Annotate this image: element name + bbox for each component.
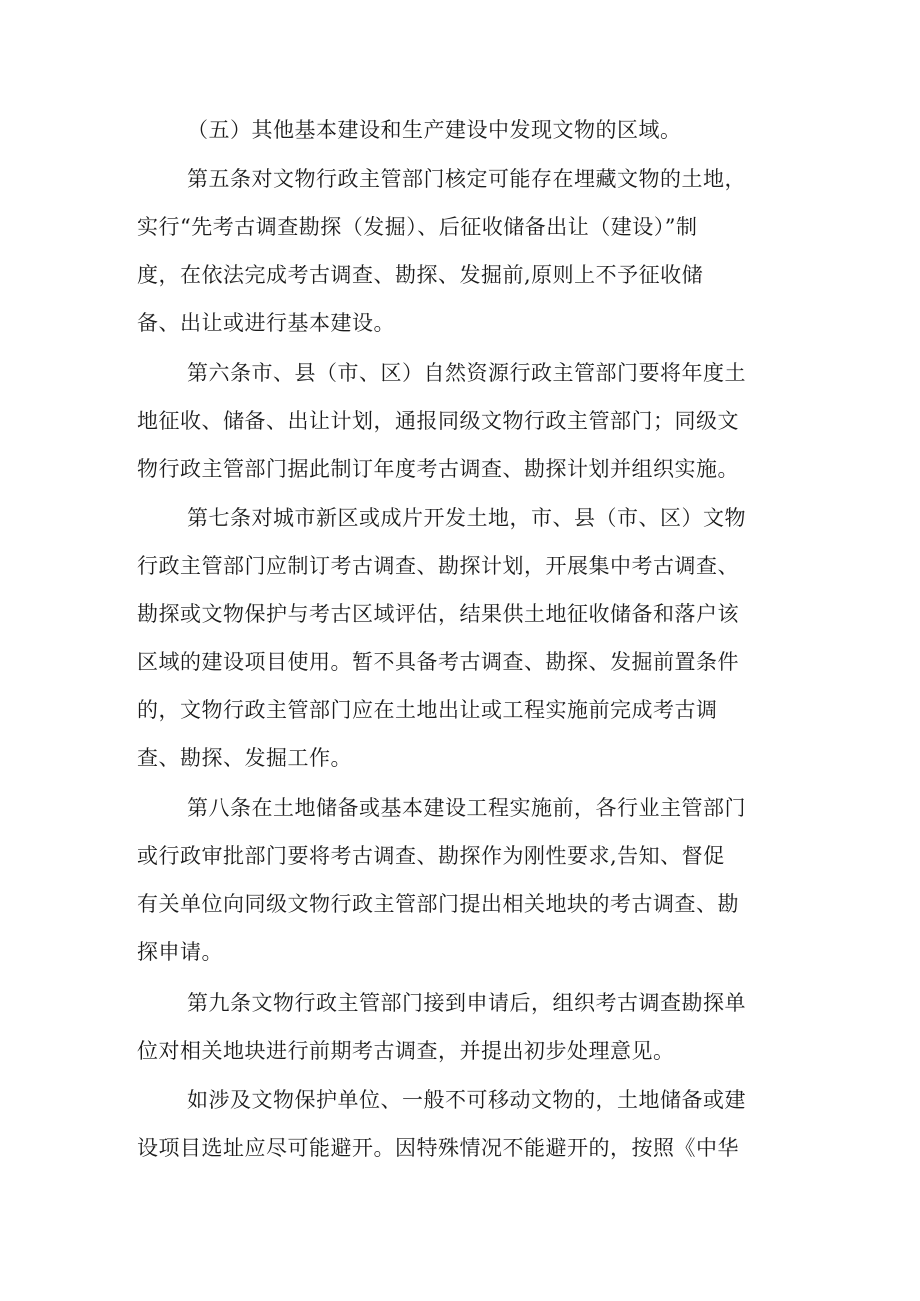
text-line: 地征收、储备、出让计划，通报同级文物行政主管部门；同级文 [137, 409, 739, 433]
text-line: 备、出让或进行基本建设。 [137, 311, 395, 335]
text-line: 位对相关地块进行前期考古调查，并提出初步处理意见。 [137, 1039, 675, 1063]
text-line: 探申请。 [137, 940, 223, 964]
text-line: 区域的建设项目使用。暂不具备考古调查、勘探、发掘前置条件 [137, 650, 739, 674]
text-line: 行政主管部门应制订考古调查、勘探计划，开展集中考古调查、 [137, 554, 739, 578]
text-line: 第五条对文物行政主管部门核定可能存在埋藏文物的土地， [187, 167, 746, 191]
text-line: 如涉及文物保护单位、一般不可移动文物的，土地储备或建 [187, 1088, 746, 1112]
text-line: 有关单位向同级文物行政主管部门提出相关地块的考古调查、勘 [137, 892, 739, 916]
text-line: 的，文物行政主管部门应在土地出让或工程实施前完成考古调 [137, 698, 718, 722]
text-line: 实行“先考古调查勘探（发掘）、后征收储备出让（建设）”制 [137, 215, 698, 239]
text-line: 物行政主管部门据此制订年度考古调查、勘探计划并组织实施。 [137, 457, 739, 481]
text-line: 第九条文物行政主管部门接到申请后，组织考古调查勘探单 [187, 991, 746, 1015]
text-line: 第七条对城市新区或成片开发土地，市、县（市、区）文物 [187, 506, 746, 530]
text-line: 勘探或文物保护与考古区域评估，结果供土地征收储备和落户该 [137, 602, 739, 626]
text-line: 设项目选址应尽可能避开。因特殊情况不能避开的，按照《中华 [137, 1136, 739, 1160]
text-line: 度，在依法完成考古调查、勘探、发掘前,原则上不予征收储 [137, 263, 704, 287]
text-line: 或行政审批部门要将考古调查、勘探作为刚性要求,告知、督促 [137, 844, 725, 868]
text-line: （五）其他基本建设和生产建设中发现文物的区域。 [187, 118, 682, 142]
text-line: 第六条市、县（市、区）自然资源行政主管部门要将年度土 [187, 361, 746, 385]
text-line: 第八条在土地储备或基本建设工程实施前，各行业主管部门 [187, 796, 746, 820]
text-line: 查、勘探、发掘工作。 [137, 746, 352, 770]
